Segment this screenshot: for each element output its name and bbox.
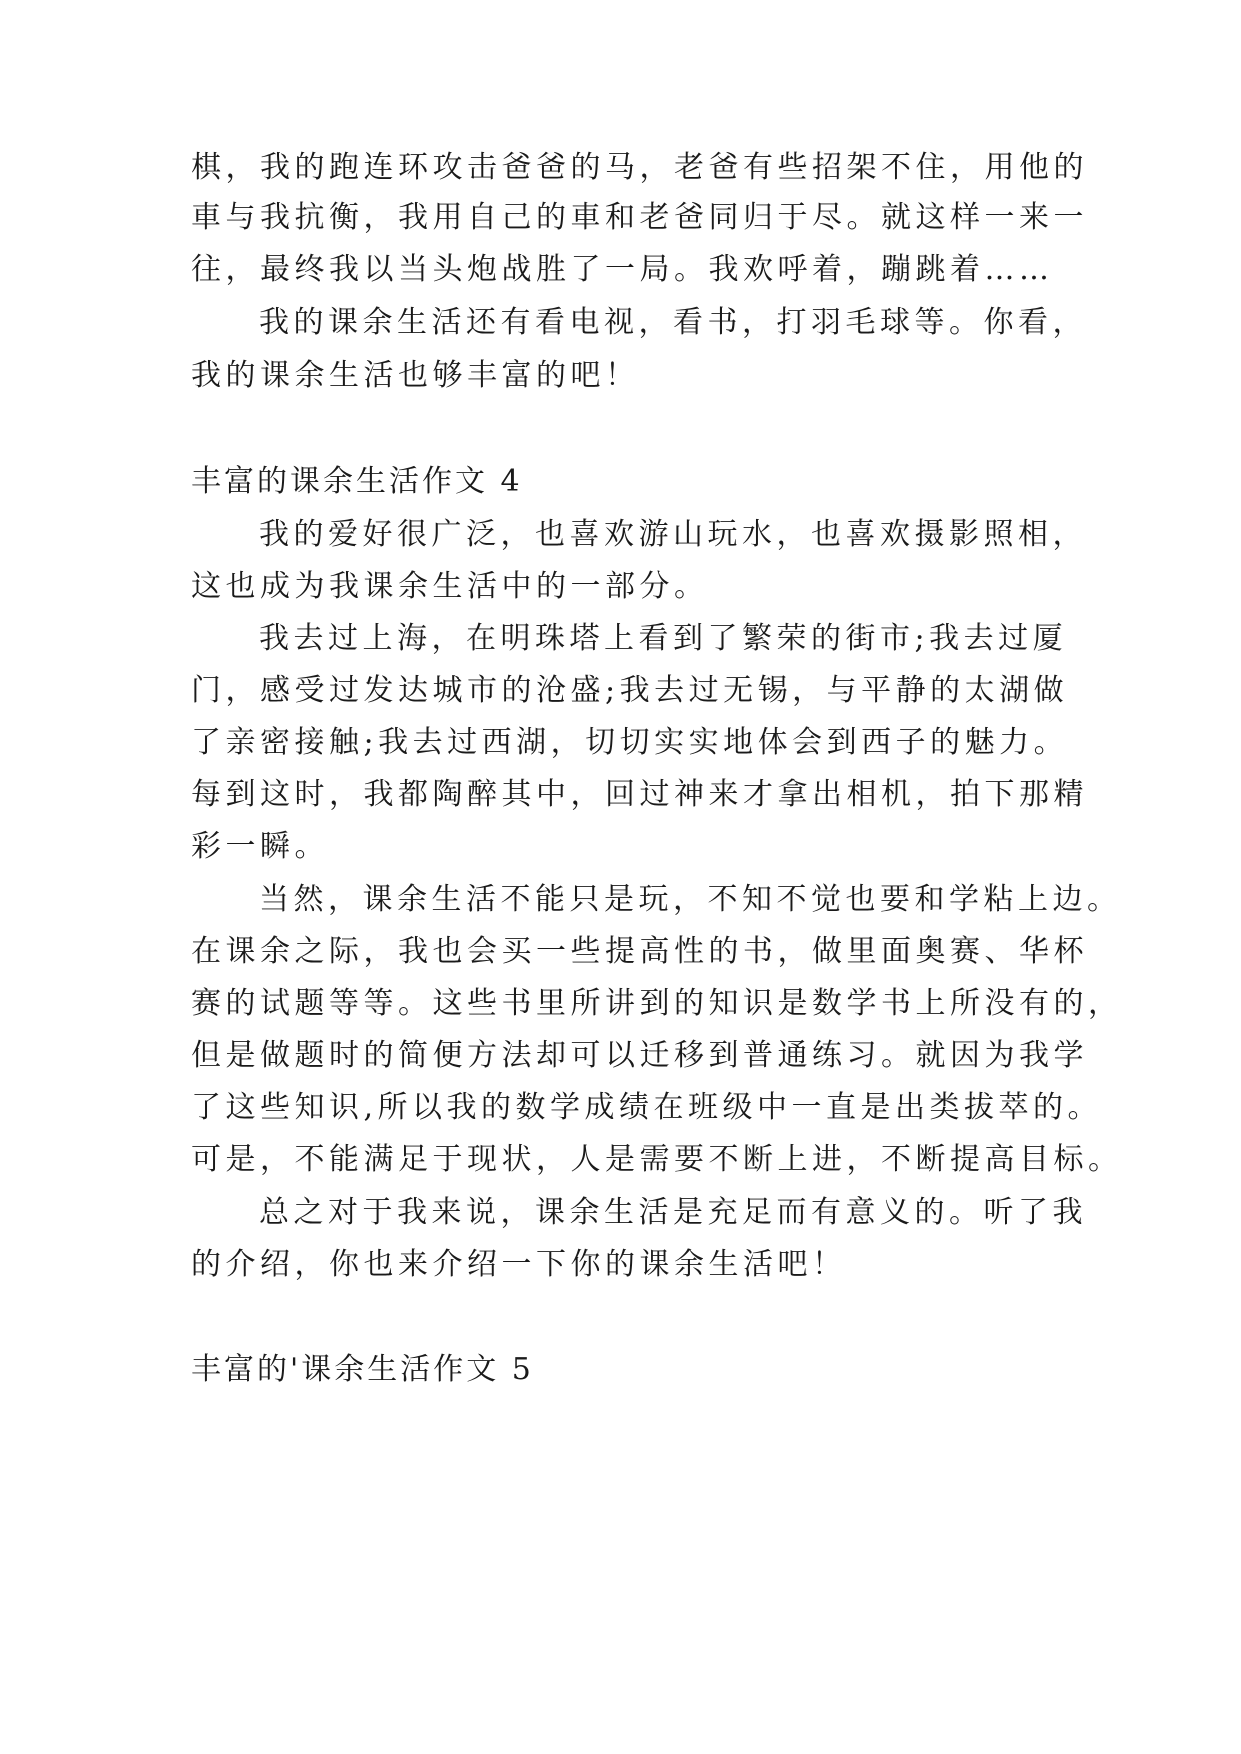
paragraph-line: 每到这时，我都陶醉其中，回过神来才拿出相机，拍下那精 bbox=[191, 777, 1088, 812]
section-heading: 丰富的课余生活作文 4 bbox=[191, 464, 523, 499]
paragraph-line: 我的爱好很广泛，也喜欢游山玩水，也喜欢摄影照相， bbox=[259, 517, 1087, 552]
paragraph-line: 的介绍，你也来介绍一下你的课余生活吧！ bbox=[191, 1247, 847, 1282]
paragraph-line: 我去过上海，在明珠塔上看到了繁荣的街市;我去过厦 bbox=[259, 621, 1068, 656]
paragraph-line: 了这些知识,所以我的数学成绩在班级中一直是出类拔萃的。 bbox=[191, 1090, 1103, 1125]
paragraph-line: 可是，不能满足于现状，人是需要不断上进，不断提高目标。 bbox=[191, 1142, 1123, 1177]
paragraph-line: 但是做题时的简便方法却可以迁移到普通练习。就因为我学 bbox=[191, 1038, 1088, 1073]
paragraph-line: 这也成为我课余生活中的一部分。 bbox=[191, 569, 709, 604]
paragraph-line: 了亲密接触;我去过西湖，切切实实地体会到西子的魅力。 bbox=[191, 725, 1069, 760]
paragraph-line: 彩一瞬。 bbox=[191, 829, 329, 864]
paragraph-line: 往，最终我以当头炮战胜了一局。我欢呼着，蹦跳着…… bbox=[191, 252, 1054, 287]
paragraph-line: 在课余之际，我也会买一些提高性的书，做里面奥赛、华杯 bbox=[191, 934, 1088, 969]
paragraph-line: 赛的试题等等。这些书里所讲到的知识是数学书上所没有的， bbox=[191, 986, 1123, 1021]
paragraph-line: 車与我抗衡，我用自己的車和老爸同归于尽。就这样一来一 bbox=[191, 200, 1088, 235]
paragraph-line: 当然，课余生活不能只是玩，不知不觉也要和学粘上边。 bbox=[259, 882, 1122, 917]
paragraph-line: 我的课余生活也够丰富的吧！ bbox=[191, 358, 640, 393]
paragraph-line: 总之对于我来说，课余生活是充足而有意义的。听了我 bbox=[259, 1195, 1087, 1230]
paragraph-line: 棋，我的跑连环攻击爸爸的马，老爸有些招架不住，用他的 bbox=[191, 150, 1088, 185]
paragraph-line: 我的课余生活还有看电视，看书，打羽毛球等。你看， bbox=[259, 305, 1087, 340]
paragraph-line: 门，感受过发达城市的沧盛;我去过无锡，与平静的太湖做 bbox=[191, 673, 1069, 708]
section-heading: 丰富的'课余生活作文 5 bbox=[191, 1352, 534, 1387]
